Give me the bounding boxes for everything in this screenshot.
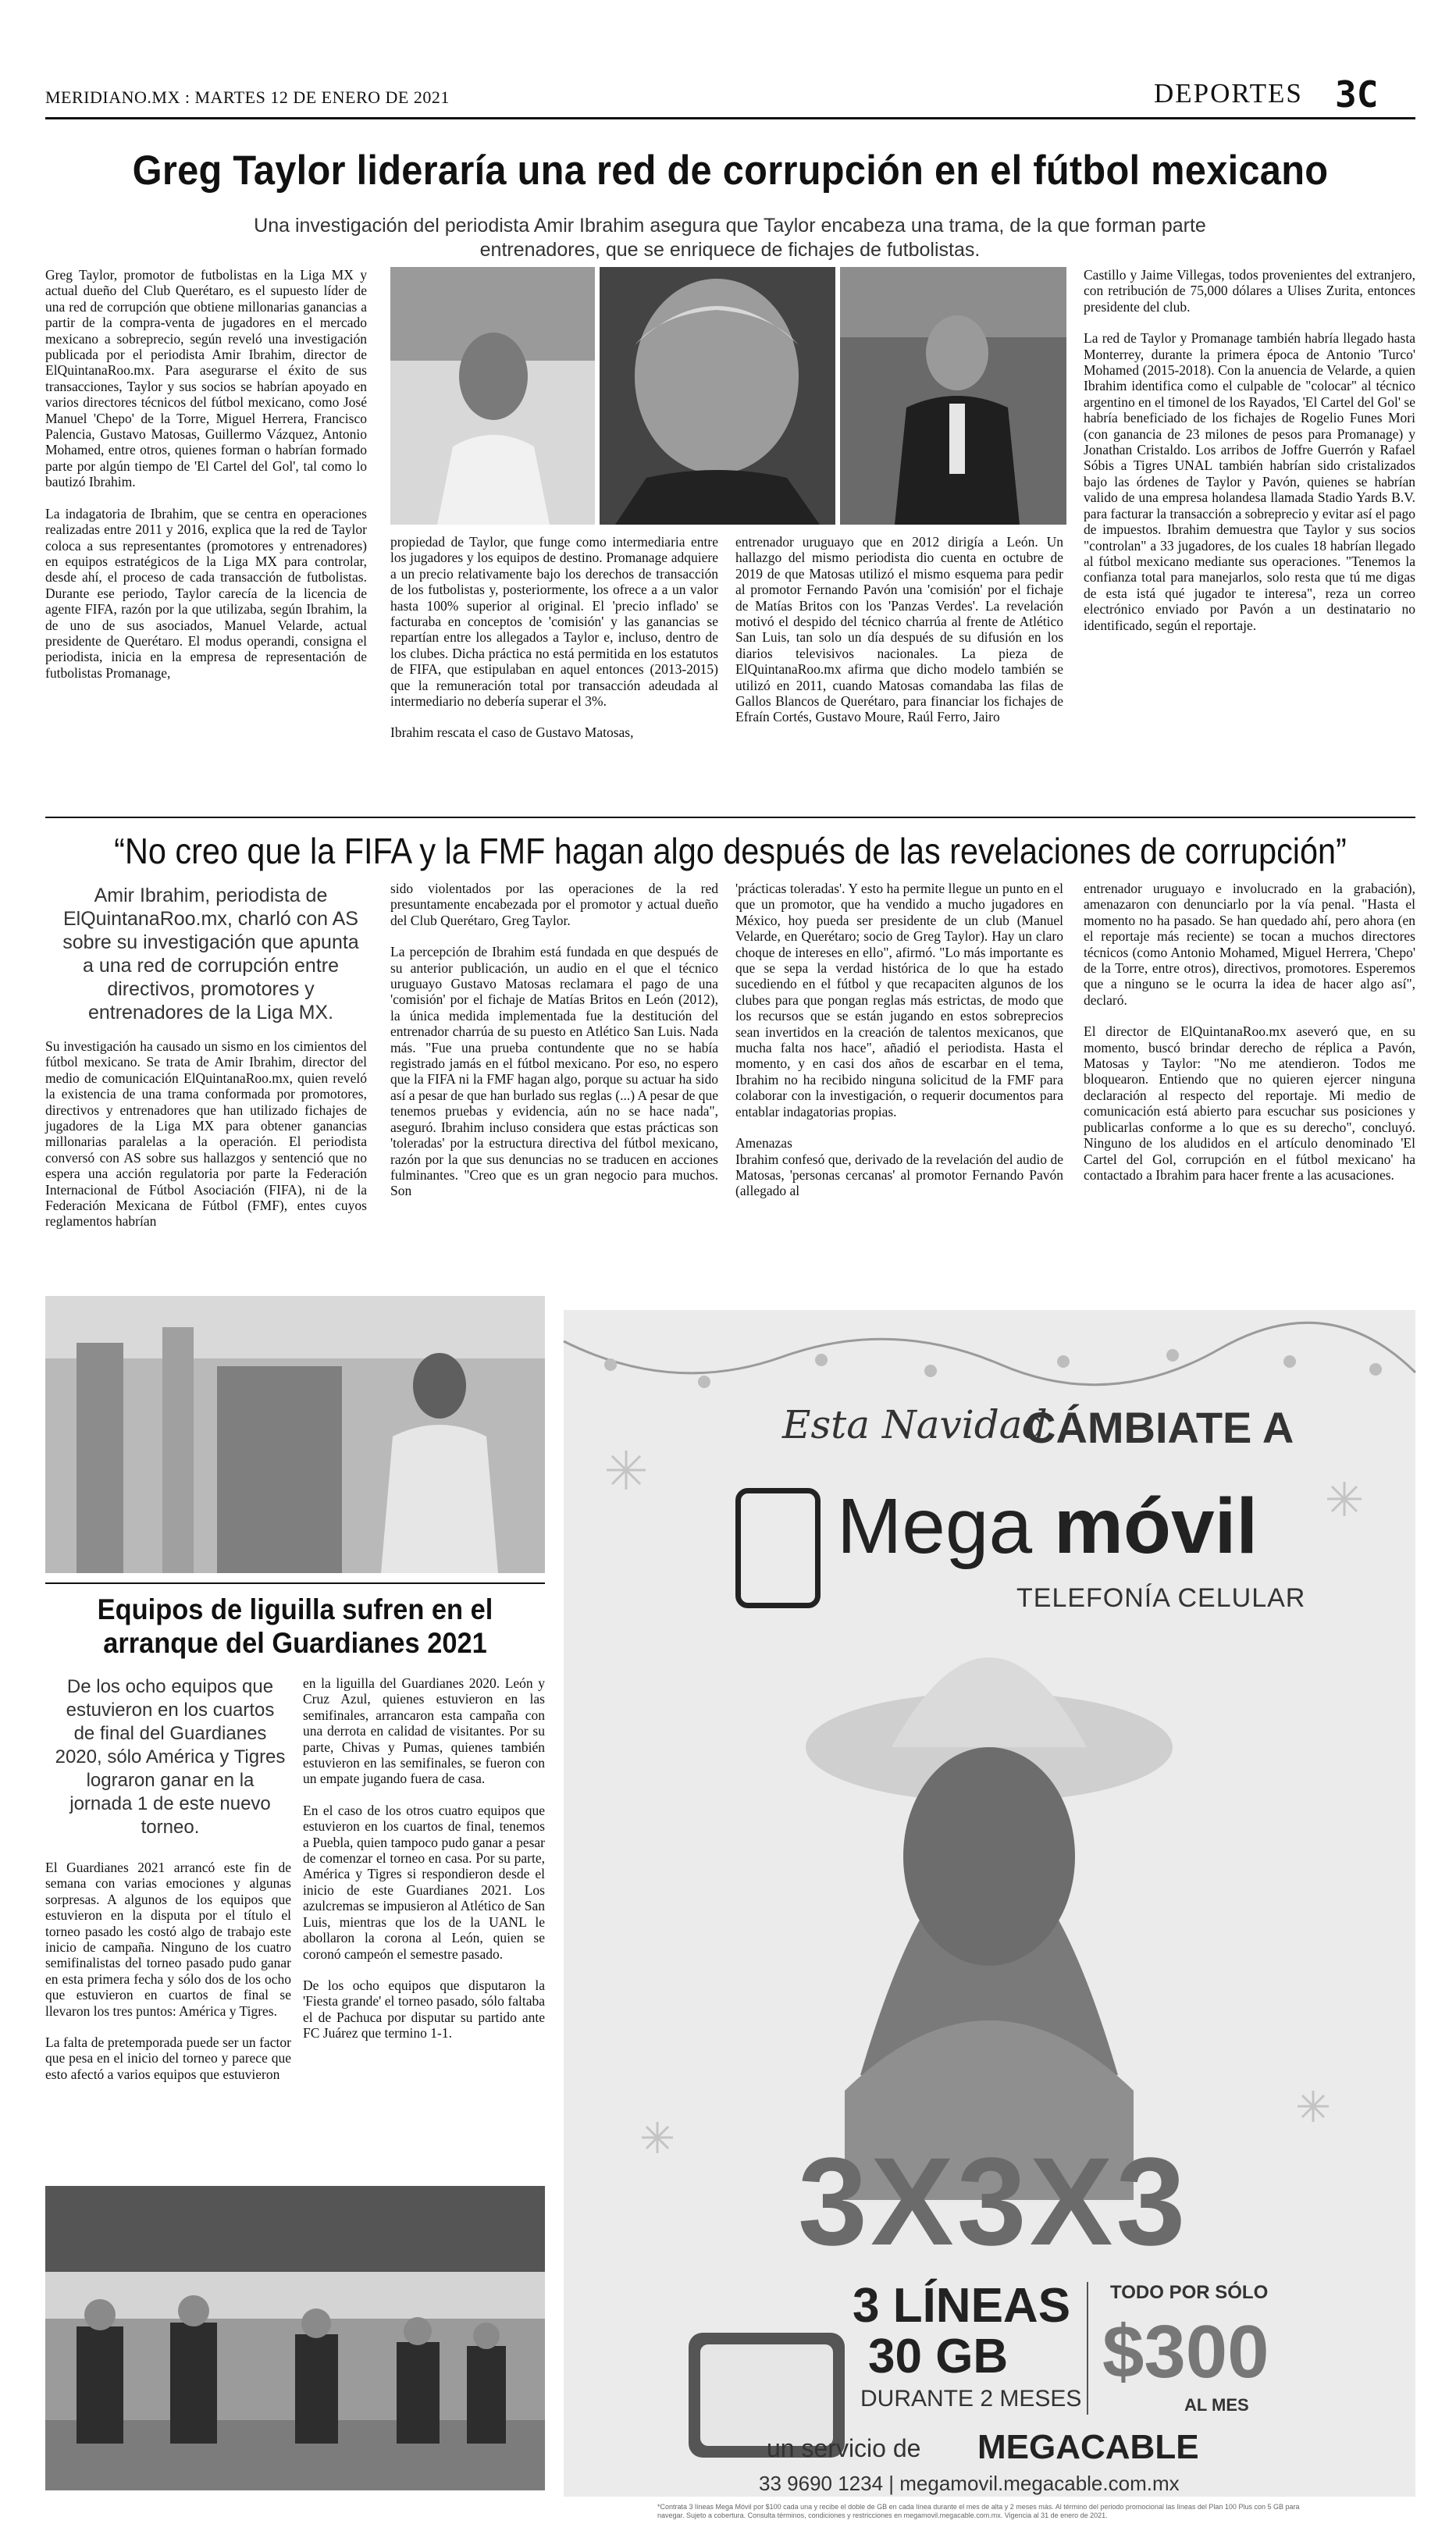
megamovil-ad[interactable]: [564, 1310, 1415, 2519]
soccer-photo-art: [45, 2186, 545, 2490]
article1-col4: [1084, 267, 1415, 840]
article3-col1: [45, 1860, 291, 2166]
ad-separator-icon: |: [888, 2472, 900, 2495]
article2-col3: [735, 881, 1063, 1271]
article3-dek: De los ocho equipos que estuvieron en los cuartos de final del Guardianes 2020, sólo América y Tigres lograron ganar en la jornada 1 de este nuevo torneo.: [55, 1676, 286, 1838]
article2-headline: “No creo que la FIFA y la FMF hagan algo después de las revelaciones de corrupción”: [114, 831, 1347, 871]
ad-provider: MEGACABLE: [977, 2428, 1199, 2466]
article2-col4-p2: El director de ElQuintanaRoo.mx aseveró que, en su momento, buscó brindar derecho de réplica a Pavón, Matosas y Taylor: "No me atendieron. Todos me bloquearon. Entiendo que no quieren ejercer ninguna declaración al respecto del reportaje. Mi medio de comunicación está abierto para escuchar sus posiciones y publicarlas conforme a lo que es su derecho", concluyó. Ninguno de los aludidos en el artículo denominado 'El Cartel del Gol, corrupción en el fútbol mexicano' ha contactado a Ibrahim para hacer frente a las acusaciones.: [1084, 1023, 1415, 1183]
article1-col1-p2: La indagatoria de Ibrahim, que se centra en operaciones realizadas entre 2011 y 2016, explica que la red de Taylor coloca a sus representantes (promotores y entrenadores) en equipos estratégicos de la Liga MX para controlar, desde ahí, el proceso de cada transacción de futbolistas. Durante ese periodo, Taylor carecía de la licencia de agente FIFA, razón por la que utilizaba, según Ibrahim, la de uno de sus asociados, Manuel Velarde, actual presidente de Querétaro. El modus operandi, consigna el periodista, inicia en la empresa de representación de futbolistas Promanage,: [45, 505, 367, 681]
header-rule: [45, 117, 1415, 119]
ad-cta: CÁMBIATE A: [1024, 1403, 1294, 1452]
ad-per: AL MES: [1184, 2395, 1249, 2415]
article3-col1-p2: La falta de pretemporada puede ser un factor que pesa en el inicio del torneo y parece que esto afectó a varios equipos que estuvieron: [45, 2034, 291, 2082]
article1-col2-p2: Ibrahim rescata el caso de Gustavo Matosas,: [390, 724, 634, 741]
coach-photo-3: [840, 267, 1066, 525]
ad-script-line: Esta Navidad: [782, 1402, 1048, 1447]
ad-promo: 3X3X3: [798, 2131, 1189, 2271]
article3-col2-p2: En el caso de los otros cuatro equipos que estuvieron en los cuartos de final, tenemos a Puebla, quien tampoco pudo ganar a pesar de comenzar el torneo en casa. Por su parte, América y Tigres si respondieron desde el inicio de este Guardianes 2021. Los azulcremas se impusieron al Atlético de San Luis, mientras que los de la UANL le abollaron la corona al León, quien se coronó campeón el semestre pasado.: [303, 1802, 545, 1962]
article1-col1: [45, 267, 367, 840]
article3-headline: Equipos de liguilla sufren en el arranque del Guardianes 2021: [97, 1593, 493, 1659]
ad-fine-print: *Contrata 3 líneas Mega Móvil por $100 cada una y recibe el doble de GB en cada línea durante el mes de alta y 2 meses más. Al término del periodo promocional las líneas del Plan 100 Plus con 5 GB para navegar. Sujeto a cobertura. Consulta términos, condiciones y restricciones en megamovil.megacable.com.mx. Vigencia al 31 de enero de 2021.: [657, 2503, 1300, 2519]
ad-gb: 30 GB: [868, 2330, 1009, 2383]
article1-col4-p1: Castillo y Jaime Villegas, todos provenientes del extranjero, con retribución de 75,000 dólares a Ulises Zurita, entonces presidente del club.: [1084, 267, 1415, 315]
page-number: 3C: [1335, 73, 1379, 116]
article1-col4-p2: La red de Taylor y Promanage también habría llegado hasta Monterrey, durante la primera época de Antonio 'Turco' Mohamed (2015-2018). Con la anuencia de Velarde, a quien Ibrahim identifica como el culpable de "colocar" al técnico argentino en el timonel de los Rayados, 'El Cartel del Gol' se habría beneficiado de los fichajes de Rogelio Funes Mori (con ganancia de 23 milones de pesos para Promanage) y Jonathan Cristaldo. Los arribos de Joffre Guerrón y Rafael Sóbis a Tigres UNAL también habrían sido cristalizados bajo las órdenes de Taylor y Pavón, quienes se habrían valido de una empresa holandesa llamada Stadio Yards B.V. para facturar la transacción a sobreprecio y evitar así el pago de impuestos. Ibrahim demuestra que Taylor y sus socios "controlan" a 33 jugadores, de los cuales 18 habrían llegado al fútbol mexicano mediante sus operaciones. "Tenemos la confianza total para manejarlos, solo resta que tú me digas de esta istá qué jugador te interesa", reza un correo electrónico enviado por Pavón a un destinatario no identificado, según el reportaje.: [1084, 330, 1415, 633]
article2-col4: [1084, 881, 1415, 1271]
article3-col1-p1: El Guardianes 2021 arrancó este fin de semana con varias emociones y algunas sorpresas. A algunos de los equipos que estuvieron en la disputa por el título el torneo pasado les costó algo de trabajo este inicio de campaña. Ninguno de los cuatro semifinalistas del torneo pasado pudo ganar en esta primera fecha y sólo dos de los ocho que estuvieron en cuartos de final se llevaron los tres puntos: América y Tigres.: [45, 1860, 291, 2019]
article1-col2-p1: propiedad de Taylor, que funge como intermediaria entre los jugadores y los equipos de destino. Promanage adquiere a un precio relativamente bajo los derechos de transacción de los futbolistas y, posteriormente, los ofrece a a un valor hasta 100% superior al original. El 'precio inflado' se facturaba en conceptos de 'comisión' y las ganancias se repartían entre los allegados a Taylor e, incluso, dentro de los clubes. Dicha práctica no está permitida en los estatutos de FIFA, que estipulaban en aquel entonces (2013-2015) que la remuneración total por transacción adeudada al intermediario no debería superar el 3%.: [390, 534, 718, 710]
article2-col3-p1: 'prácticas toleradas'. Y esto ha permite llegue un punto en el que un promotor, que ha vendido a mucho jugadores en México, hoy pueda ser presidente de un club (Manuel Velarde, en Querétaro; socio de Greg Taylor). Hay un claro choque de intereses en ello", afirmó. "Lo más importante es que se sepa la verdad histórica de lo que ha estado sucediendo en el fútbol y que recapaciten algunos de los clubes para que pongan reglas más estrictas, de modo que los recursos que se están jugando en estos sobreprecios sean invertidos en la creación de talentos mexicanos, que mucha falta nos hace", añadió el periodista. Hasta el momento, y en casi dos años de escarbar en el tema, Ibrahim no ha recibido ninguna solicitud de la FMF para colaborar con la investigación, o requerir documentos para entablar indagatorias propias.: [735, 881, 1063, 1120]
article2-col2-p2: La percepción de Ibrahim está fundada en que después de su anterior publicación, un audio en el que el técnico uruguayo Gustavo Matosas reclamara el pago de una 'comisión' por el fichaje de Matías Britos en León (2012), la única medida implementada fue la destitución del entrenador charrúa de su puesto en Atlético San Luis. Nada más. "Fue una prueba contundente que no se había registrado jamás en el fútbol mexicano. Por eso, no espero que la FIFA ni la FMF hagan algo, porque su actuar ha sido así a pesar de que han burlado sus reglas (...) A pesar de que tenemos pruebas y evidencia, aún no se hace nada", aseguró. Ibrahim incluso considera que estas prácticas son 'toleradas' por la estructura directiva del fútbol mexicano, razón por la que sus denuncias no se traducen en acciones fulminantes. "Creo que es un gran negocio para muchos. Son: [390, 944, 718, 1199]
coach-photo-2-art: [600, 267, 835, 525]
ad-service: un servicio de: [767, 2434, 921, 2462]
article3-col2: [303, 1675, 545, 2167]
folio-left: MERIDIANO.MX : MARTES 12 DE ENERO DE 2021: [45, 87, 450, 107]
article3-col2-p3: De los ocho equipos que disputaron la 'Fiesta grande' el torneo pasado, sólo faltaba el de Pachuca por disputar su partido ante FC Juárez que termino 1-1.: [303, 1977, 545, 2042]
article2-col3-p2: Amenazas Ibrahim confesó que, derivado de la revelación del audio de Matosas, 'personas cercanas' al promotor Fernando Pavón (allegado al: [735, 1135, 1063, 1199]
ad-price: $300: [1102, 2310, 1269, 2394]
article2-col4-p1: entrenador uruguayo e involucrado en la grabación), amenazaron con denunciarlo por la vía penal. "Hasta el momento no ha pasado. Se han quedado ahí, pero ahora (en el reportaje más reciente) se tocan a muchos directores técnicos (como Antonio Mohamed, Miguel Herrera, 'Chepo' de la Torre, entre otros), directivos, promotores. Esperemos que a ninguno se le ocurra la idea de hacer algo así", declaró.: [1084, 881, 1415, 1008]
ad-lines: 3 LÍNEAS: [853, 2279, 1071, 2333]
ad-brand-mega: Mega: [837, 1483, 1033, 1570]
section-name: DEPORTES: [1154, 78, 1303, 109]
article2-col2-p1: sido violentados por las operaciones de la red presuntamente encabezada por el promotor y actual dueño del Club Querétaro, Greg Taylor.: [390, 881, 718, 928]
coach-photo-3-art: [840, 267, 1066, 525]
article1-dek: Una investigación del periodista Amir Ibrahim asegura que Taylor encabeza una trama, de la que forman parte entrenadores, que se enriquece de fichajes de futbolistas.: [254, 215, 1206, 261]
ad-subtitle: TELEFONÍA CELULAR: [1016, 1583, 1306, 1613]
article2-col1-p1: Su investigación ha causado un sismo en los cimientos del fútbol mexicano. Se trata de Amir Ibrahim, director del medio de comunicación ElQuintanaRoo.mx, quien reveló la existencia de una trama conformada por promotores, directivos y entrenadores que han utilizado fichajes de jugadores de la Liga MX para obtener ganancias millonarias paralelas a la operación. El periodista conversó con AS sobre sus hallazgos y sentenció que no espera una acción regulatoria por parte la Federación Internacional de Fútbol Asociación (FIFA), ni de la Federación Mexicana de Fútbol (FMF), entes cuyos reglamentos habrían: [45, 1038, 367, 1230]
ad-contact: [759, 2472, 1180, 2496]
article3-col2-p1: en la liguilla del Guardianes 2020. León y Cruz Azul, quienes estuvieron en las semifinales, arrancaron esta campaña con una derrota en calidad de visitantes. Por su parte, Chivas y Pumas, quienes también estuvieron en las semifinales, se fueron con un empate jugando fuera de casa.: [303, 1675, 545, 1787]
coach-photo-1: [390, 267, 595, 525]
article1-col1-p1: Greg Taylor, promotor de futbolistas en la Liga MX y actual dueño del Club Querétaro, es el supuesto líder de una red de corrupción que obtiene millonarias ganancias a partir de la compra-venta de jugadores en el mercado mexicano a sobreprecio, según reveló una investigación publicada por el periodista Amir Ibrahim, director de ElQuintanaRoo.mx. Para asegurarse el éxito de sus transacciones, Taylor y sus socios se habrían apoyado en varios directores técnicos del fútbol mexicano, como José Manuel 'Chepo' de la Torre, Miguel Herrera, Francisco Palencia, Gustavo Matosas, Guillermo Vázquez, Antonio Mohamed, entre otros, quienes forman o habrían formado parte por algún tiempo de 'El Cartel del Gol', tal como lo bautizó Ibrahim.: [45, 267, 367, 490]
ad-price-label: TODO POR SÓLO: [1110, 2282, 1269, 2303]
article1-col2: [390, 534, 718, 840]
ad-brand: [837, 1482, 1258, 1572]
ad-duration: DURANTE 2 MESES: [860, 2386, 1082, 2412]
article1-col3: [735, 534, 1063, 840]
divider-article3: [45, 1582, 545, 1584]
article1-col3-p1: entrenador uruguayo que en 2012 dirigía a León. Un hallazgo del mismo periodista dio cuenta en octubre de 2019 de que Matosas utilizó el mismo esquema para pedir al promotor Fernando Pavón una 'comisión' por el fichaje de Matías Britos con los 'Panzas Verdes'. La revelación motivó el despido del técnico charrúa al frente de Atlético San Luis, tan solo un día después de su difusión en los diarios televisivos nacionales. La pieza de ElQuintanaRoo.mx afirma que dicho modelo también se utilizó en 2011, cuando Matosas comandaba las filas de Gallos Blancos de Querétaro, para financiar los fichajes de Efraín Cortés, Gustavo Moure, Raúl Ferro, Jairo: [735, 534, 1063, 725]
coach-photo-1-art: [390, 267, 595, 525]
article2-col1: [45, 1038, 367, 1273]
ibrahim-photo: [45, 1296, 545, 1573]
article2-dek: Amir Ibrahim, periodista de ElQuintanaRoo.mx, charló con AS sobre su investigación que apunta a una red de corrupción entre directivos, promotores y entrenadores de la Liga MX.: [62, 885, 359, 1023]
divider-article1: [45, 817, 1415, 818]
article2-col2: [390, 881, 718, 1271]
ad-phone[interactable]: 33 9690 1234: [759, 2472, 884, 2495]
coach-photo-2: [600, 267, 835, 525]
ad-brand-movil: móvil: [1053, 1483, 1258, 1570]
phone-icon: [735, 1488, 821, 1608]
article1-headline: Greg Taylor lideraría una red de corrupción en el fútbol mexicano: [132, 148, 1329, 194]
ad-site-link[interactable]: megamovil.megacable.com.mx: [899, 2472, 1180, 2495]
soccer-photo: [45, 2186, 545, 2490]
ad-price-divider: [1087, 2282, 1088, 2415]
ibrahim-photo-art: [45, 1296, 545, 1573]
